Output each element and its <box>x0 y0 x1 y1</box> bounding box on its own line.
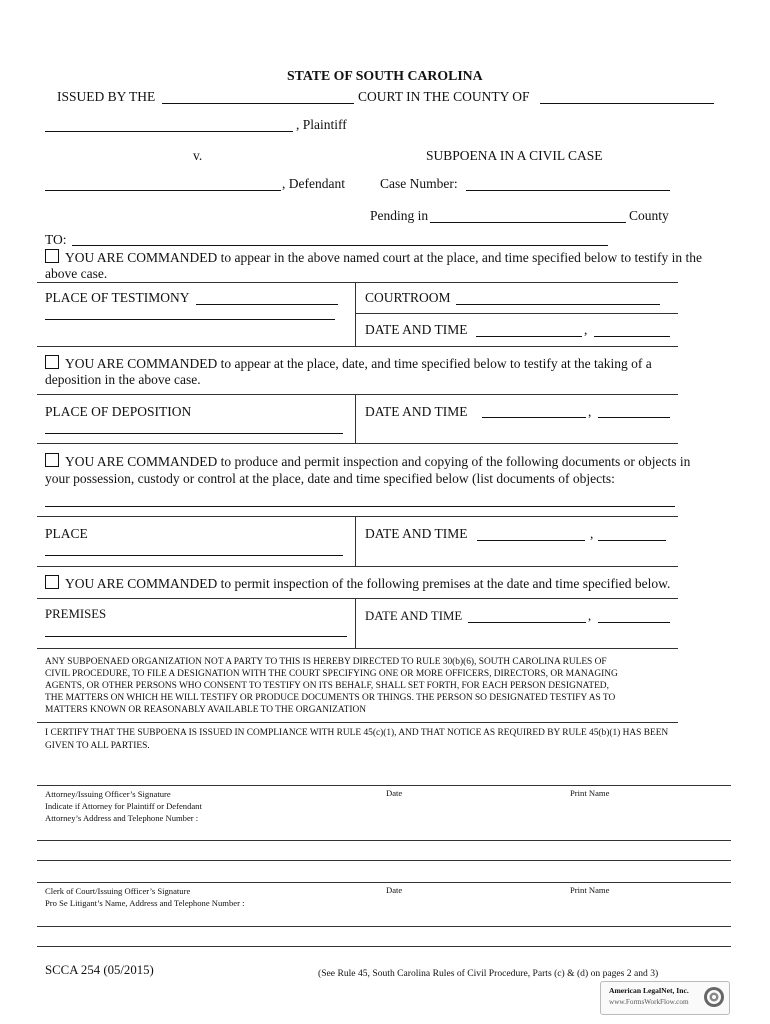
pro-se-address-line[interactable] <box>37 926 731 927</box>
notice-line: CIVIL PROCEDURE, TO FILE A DESIGNATION WITH THE COURT SPECIFYING ONE OR MORE OFFICERS, DIRECTORS, OR MANAGING <box>45 669 618 679</box>
pro-se-label: Pro Se Litigant’s Name, Address and Telephone Number : <box>45 898 245 908</box>
case-number-field[interactable] <box>466 190 670 191</box>
pro-se-telephone-line[interactable] <box>37 946 731 947</box>
attorney-signature-block <box>45 788 202 824</box>
certification-statement <box>45 727 668 753</box>
notice-line: THE MATTERS ON WHICH HE WILL TESTIFY OR PRODUCE DOCUMENTS OR THINGS. THE PERSON SO DESIGNATED TESTIFY AS TO <box>45 693 616 703</box>
testify-court-command <box>45 249 702 266</box>
document-title: SUBPOENA IN A CIVIL CASE <box>426 148 603 163</box>
column-divider <box>355 283 356 346</box>
clerk-signature-label: Clerk of Court/Issuing Officer’s Signature <box>45 886 191 896</box>
testimony-date-field[interactable] <box>476 336 582 337</box>
deposition-text-line2: deposition in the above case. <box>45 372 201 387</box>
documents-text-line2: your possession, custody or control at the place, date and time specified below (list documents of objects: <box>45 471 615 486</box>
premises-label: PREMISES <box>45 607 107 621</box>
testify-court-checkbox[interactable] <box>45 249 59 263</box>
certify-line: I CERTIFY THAT THE SUBPOENA IS ISSUED IN COMPLIANCE WITH RULE 45(c)(1), AND THAT NOTICE AS REQUIRED BY RULE 45(b)(1) HAS BEEN <box>45 728 669 738</box>
divider <box>37 346 678 347</box>
form-state-title: STATE OF SOUTH CAROLINA <box>287 68 483 83</box>
courtroom-label: COURTROOM <box>365 290 451 305</box>
courtroom-field[interactable] <box>456 304 660 305</box>
signature-line[interactable] <box>37 785 731 786</box>
column-divider <box>355 395 356 443</box>
issued-by-label: ISSUED BY THE <box>57 89 156 104</box>
column-divider <box>355 599 356 648</box>
deposition-date-field[interactable] <box>482 417 586 418</box>
documents-list-field[interactable] <box>45 506 675 507</box>
notice-line: MATTERS KNOWN OR REASONABLY AVAILABLE TO THE ORGANIZATION <box>45 705 367 715</box>
documents-date-field[interactable] <box>477 540 585 541</box>
premises-datetime-label: DATE AND TIME <box>365 609 463 623</box>
documents-place-field[interactable] <box>45 555 343 556</box>
testify-court-text: YOU ARE COMMANDED to appear in the above named court at the place, and time specified below to testify in the <box>65 250 702 265</box>
documents-command <box>45 453 690 470</box>
documents-datetime-label: DATE AND TIME <box>365 526 468 541</box>
documents-checkbox[interactable] <box>45 453 59 467</box>
documents-time-field[interactable] <box>598 540 666 541</box>
testimony-datetime-label: DATE AND TIME <box>365 322 468 337</box>
court-county-label: COURT IN THE COUNTY OF <box>358 89 530 104</box>
clerk-signature-block <box>45 885 245 909</box>
attorney-address-line[interactable] <box>37 840 731 841</box>
deposition-text: YOU ARE COMMANDED to appear at the place, date, and time specified below to testify at the taking of a <box>65 356 652 371</box>
court-name-field[interactable] <box>162 103 354 104</box>
to-recipient-field[interactable] <box>72 245 608 246</box>
publisher-stamp <box>600 981 730 1015</box>
county-label: County <box>629 208 669 223</box>
county-name-field[interactable] <box>540 103 714 104</box>
premises-date-field[interactable] <box>468 622 586 623</box>
place-of-deposition-field[interactable] <box>45 433 343 434</box>
premises-text: YOU ARE COMMANDED to permit inspection of the following premises at the date and time specified below. <box>65 576 671 591</box>
case-number-label: Case Number: <box>380 176 458 191</box>
defendant-label: , Defendant <box>282 176 345 191</box>
deposition-command <box>45 355 652 372</box>
to-label: TO: <box>45 232 67 247</box>
testify-court-text-line2: above case. <box>45 266 108 281</box>
organization-notice <box>45 656 618 716</box>
clerk-date-label: Date <box>386 885 403 895</box>
plaintiff-label: , Plaintiff <box>296 117 347 132</box>
versus-label: v. <box>193 148 203 163</box>
testimony-time-field[interactable] <box>594 336 670 337</box>
documents-text: YOU ARE COMMANDED to produce and permit inspection and copying of the following documents or objects in <box>65 454 691 469</box>
divider <box>37 566 678 567</box>
comma-separator: , <box>590 526 594 541</box>
publisher-name: American LegalNet, Inc. <box>609 986 689 995</box>
comma-separator: , <box>588 404 592 419</box>
premises-checkbox[interactable] <box>45 575 59 589</box>
comma-separator: , <box>584 322 588 337</box>
attorney-telephone-line[interactable] <box>37 860 731 861</box>
notice-line: ANY SUBPOENAED ORGANIZATION NOT A PARTY TO THIS IS HEREBY DIRECTED TO RULE 30(b)(6), SOUTH CAROLINA RULES OF <box>45 657 607 667</box>
clerk-print-name-label: Print Name <box>570 885 610 895</box>
rule-note: (See Rule 45, South Carolina Rules of Civil Procedure, Parts (c) & (d) on pages 2 and 3) <box>318 968 659 979</box>
divider <box>37 648 678 649</box>
attorney-signature-label: Attorney/Issuing Officer’s Signature <box>45 789 171 799</box>
deposition-time-field[interactable] <box>598 417 670 418</box>
form-id: SCCA 254 (05/2015) <box>45 963 154 977</box>
publisher-logo-icon <box>703 986 725 1008</box>
pending-county-field[interactable] <box>430 222 626 223</box>
place-of-testimony-field[interactable] <box>196 304 338 305</box>
divider <box>37 598 678 599</box>
divider <box>37 443 678 444</box>
defendant-name-field[interactable] <box>45 190 281 191</box>
comma-separator: , <box>588 609 592 623</box>
certify-line: GIVEN TO ALL PARTIES. <box>45 741 150 751</box>
place-of-testimony-label: PLACE OF TESTIMONY <box>45 290 190 305</box>
deposition-datetime-label: DATE AND TIME <box>365 404 468 419</box>
column-divider <box>355 517 356 566</box>
documents-place-label: PLACE <box>45 526 88 541</box>
attorney-indicate-label: Indicate if Attorney for Plaintiff or Defendant <box>45 801 202 811</box>
attorney-address-label: Attorney’s Address and Telephone Number : <box>45 813 199 823</box>
place-of-deposition-label: PLACE OF DEPOSITION <box>45 404 192 419</box>
attorney-date-label: Date <box>386 788 403 798</box>
divider <box>37 282 678 283</box>
notice-line: AGENTS, OR OTHER PERSONS WHO CONSENT TO TESTIFY ON ITS BEHALF, SHALL SET FORTH, FOR EACH PERSON DESIGNATED, <box>45 681 609 691</box>
signature-line[interactable] <box>37 882 731 883</box>
premises-field[interactable] <box>45 636 347 637</box>
attorney-print-name-label: Print Name <box>570 788 610 798</box>
plaintiff-name-field[interactable] <box>45 131 293 132</box>
divider <box>356 313 678 314</box>
divider <box>37 722 678 723</box>
divider <box>37 516 678 517</box>
premises-command <box>45 575 670 592</box>
publisher-website[interactable]: www.FormsWorkFlow.com <box>609 998 689 1006</box>
pending-in-label: Pending in <box>370 208 429 223</box>
premises-time-field[interactable] <box>598 622 670 623</box>
deposition-checkbox[interactable] <box>45 355 59 369</box>
divider <box>37 394 678 395</box>
place-of-testimony-field-2[interactable] <box>45 319 335 320</box>
